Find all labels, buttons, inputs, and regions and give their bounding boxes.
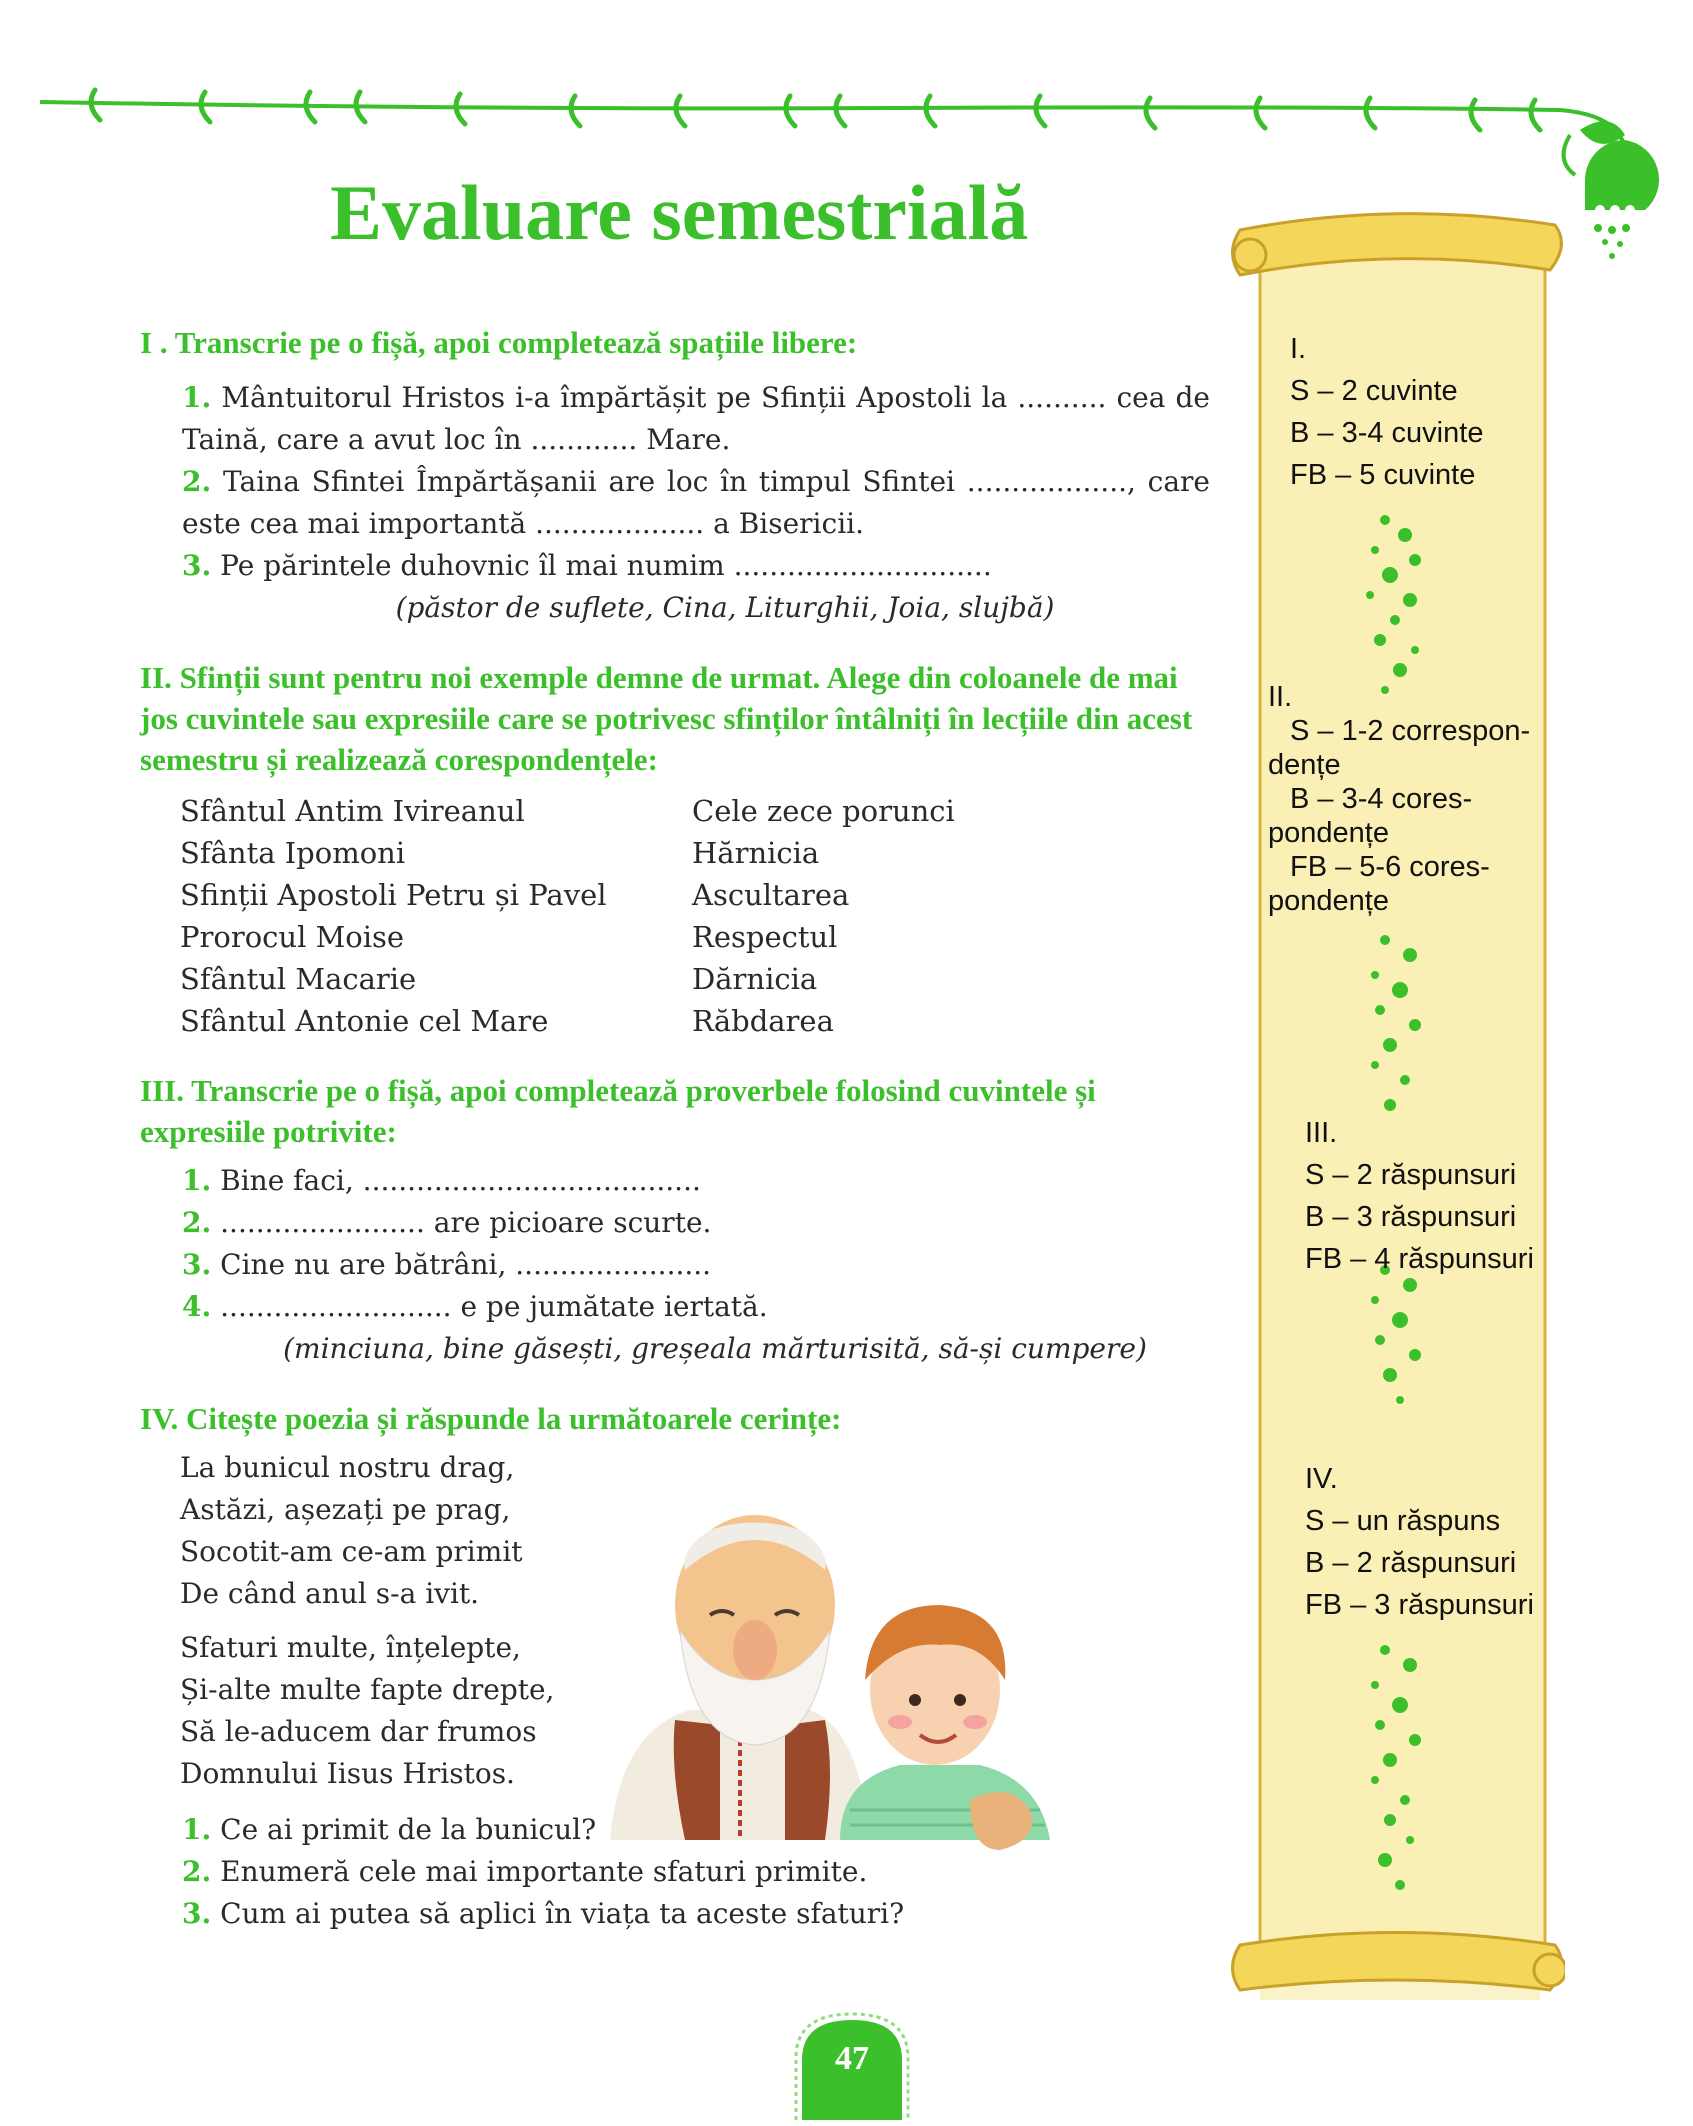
poem-line: Astăzi, așezați pe prag,: [180, 1493, 511, 1526]
page-number: 47: [835, 2040, 869, 2077]
rubric-line: pondențe: [1268, 817, 1389, 849]
rubric-1: [1290, 328, 1483, 496]
section-1-item: 3. Pe părintele duhovnic îl mai numim .............................: [182, 549, 992, 582]
rubric-line: FB – 4 răspunsuri: [1305, 1243, 1534, 1275]
proverb-item: 3. Cine nu are bătrâni, ......................: [182, 1248, 712, 1281]
saint-item: Prorocul Moise: [180, 920, 405, 954]
section-1-heading: I . Transcrie pe o fișă, apoi completează spațiile libere:: [140, 325, 858, 360]
poem-line: Domnului Iisus Hristos.: [180, 1757, 515, 1790]
poem-line: Sfaturi multe, înțelepte,: [180, 1631, 521, 1664]
virtue-item: Răbdarea: [692, 1004, 834, 1038]
rubric-line: B – 2 răspunsuri: [1305, 1547, 1517, 1579]
section-4-heading: IV. Citește poezia și răspunde la următoarele cerințe:: [140, 1401, 842, 1436]
rubric-line: dențe: [1268, 749, 1341, 781]
rubric-line: S – 2 cuvinte: [1290, 375, 1458, 407]
section-1-item: 1. Mântuitorul Hristos i-a împărtășit pe Sfinții Apostoli la .......... cea de Taină, care a avut loc în ............ Mare.: [182, 381, 1210, 456]
poem-line: Socotit-am ce-am primit: [180, 1535, 523, 1568]
rubric-2: [1268, 680, 1530, 918]
rubric-line: S – 1-2 correspon-: [1290, 715, 1531, 747]
rubric-4: [1305, 1458, 1534, 1626]
rubric-label: I.: [1290, 333, 1307, 365]
rubric-line: B – 3 răspunsuri: [1305, 1201, 1517, 1233]
proverb-item: 4. .......................... e pe jumătate iertată.: [182, 1290, 768, 1323]
poem-line: De când anul s-a ivit.: [180, 1577, 480, 1610]
saint-item: Sfântul Antim Ivireanul: [180, 794, 525, 828]
rubric-label: III.: [1305, 1117, 1338, 1149]
grandfather-and-boy-illustration: [600, 1510, 1080, 1860]
virtue-item: Cele zece porunci: [692, 794, 955, 828]
rubric-line: FB – 3 răspunsuri: [1305, 1589, 1534, 1621]
saints-column: [180, 790, 692, 1042]
question-item: 3. Cum ai putea să aplici în viața ta aceste sfaturi?: [182, 1897, 905, 1930]
page-title: Evaluare semestrială: [330, 169, 1029, 256]
rubric-line: B – 3-4 cores-: [1290, 783, 1473, 815]
rubric-3: [1305, 1112, 1534, 1280]
page-number-badge: [792, 2010, 912, 2120]
section-2-heading: II. Sfinții sunt pentru noi exemple demne de urmat. Alege din coloanele de mai jos cuvintele sau expresiile care se potrivesc sfinților întâlniți în lecțiile din acest semestru și realizează corespondențele:: [140, 660, 1193, 777]
rubric-line: B – 3-4 cuvinte: [1290, 417, 1484, 449]
virtue-item: Dărnicia: [692, 962, 818, 996]
poem-line: Să le-aducem dar frumos: [180, 1715, 537, 1748]
rubric-label: IV.: [1305, 1463, 1338, 1495]
rubric-line: S – un răspuns: [1305, 1505, 1501, 1537]
poem-line: La bunicul nostru drag,: [180, 1451, 515, 1484]
proverb-item: 1. Bine faci, ......................................: [182, 1164, 701, 1197]
section-3-heading: III. Transcrie pe o fișă, apoi completează proverbele folosind cuvintele și expresiile potrivite:: [140, 1073, 1096, 1149]
saint-item: Sfântul Macarie: [180, 962, 417, 996]
section-1-item: 2. Taina Sfintei Împărtășanii are loc în timpul Sfintei .................., care este cea mai importantă ................... a Bisericii.: [182, 465, 1210, 540]
saint-item: Sfinții Apostoli Petru și Pavel: [180, 878, 607, 912]
question-item: 1. Ce ai primit de la bunicul?: [182, 1813, 597, 1846]
rubric-line: FB – 5-6 cores-: [1290, 851, 1490, 883]
question-item: 2. Enumeră cele mai importante sfaturi primite.: [182, 1855, 868, 1888]
virtue-item: Respectul: [692, 920, 838, 954]
rubric-line: FB – 5 cuvinte: [1290, 459, 1476, 491]
virtue-item: Hărnicia: [692, 836, 820, 870]
poem-line: Și-alte multe fapte drepte,: [180, 1673, 555, 1706]
virtue-item: Ascultarea: [692, 878, 850, 912]
section-1-hint: (păstor de suflete, Cina, Liturghii, Joia, slujbă): [395, 591, 1055, 624]
rubric-line: S – 2 răspunsuri: [1305, 1159, 1517, 1191]
correspondence-columns: [180, 790, 1210, 1042]
rubric-label: II.: [1268, 681, 1293, 713]
saint-item: Sfânta Ipomoni: [180, 836, 406, 870]
saint-item: Sfântul Antonie cel Mare: [180, 1004, 549, 1038]
virtues-column: [692, 790, 1204, 1042]
proverb-item: 2. ....................... are picioare scurte.: [182, 1206, 712, 1239]
rubric-line: pondențe: [1268, 885, 1389, 917]
section-3-hint: (minciuna, bine găsești, greșeala mărturisită, să-și cumpere): [283, 1332, 1147, 1365]
